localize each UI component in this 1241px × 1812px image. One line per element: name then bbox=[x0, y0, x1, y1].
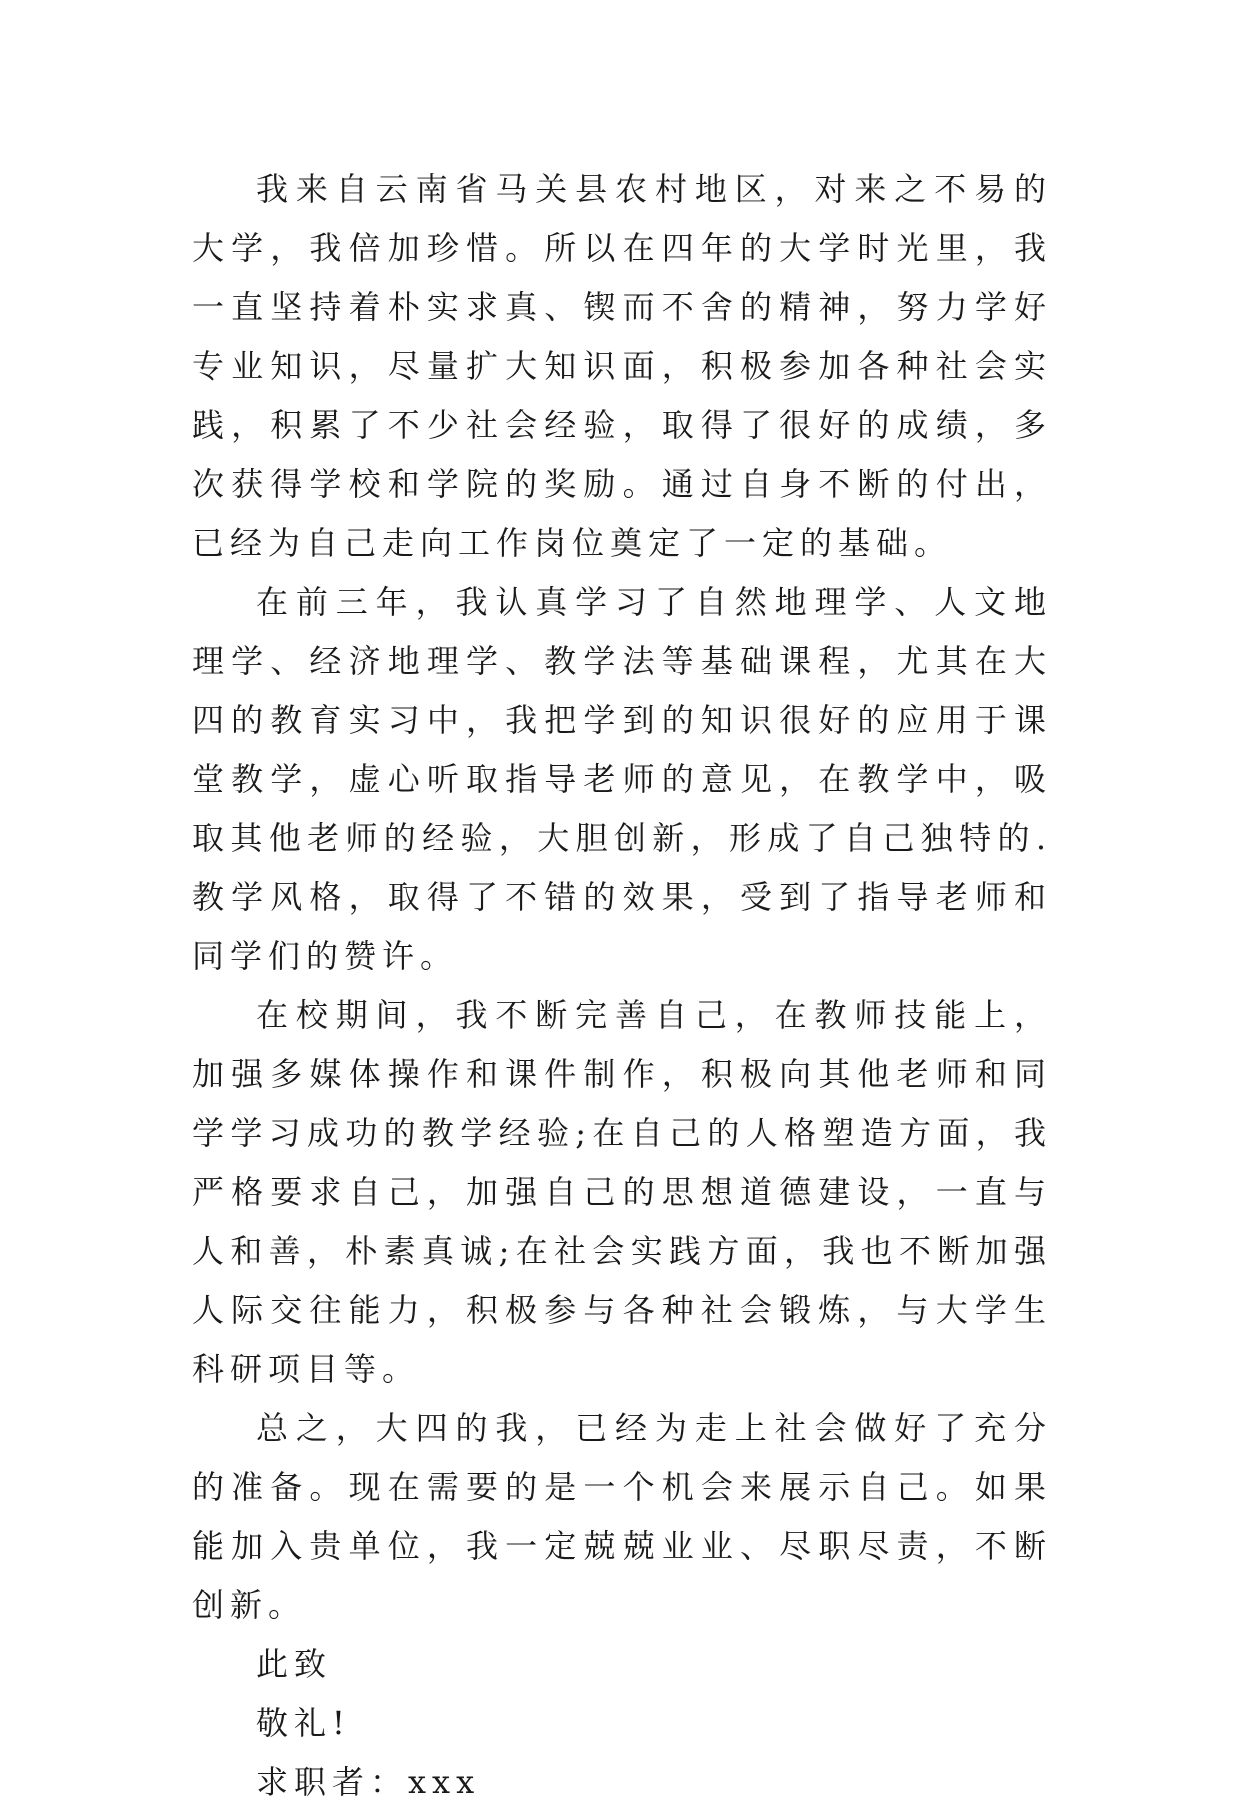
paragraph-background: 我来自云南省马关县农村地区，对来之不易的大学，我倍加珍惜。所以在四年的大学时光里，我一直坚持着朴实求真、锲而不舍的精神，努力学好专业知识，尽量扩大知识面，积极参加各种社会实践，积累了不少社会经验，取得了很好的成绩，多次获得学校和学院的奖励。通过自身不断的付出，已经为自己走向工作岗位奠定了一定的基础。 bbox=[192, 170, 1052, 562]
paragraph-conclusion: 总之，大四的我，已经为走上社会做好了充分的准备。现在需要的是一个机会来展示自己。如果能加入贵单位，我一定兢兢业业、尽职尽责，不断创新。 bbox=[192, 1409, 1052, 1624]
signature-line: 求职者：xxx bbox=[256, 1763, 481, 1801]
closing-regards: 敬礼! bbox=[256, 1704, 351, 1742]
closing-salutation: 此致 bbox=[256, 1645, 333, 1683]
letter-body bbox=[192, 160, 1052, 1812]
paragraph-coursework: 在前三年，我认真学习了自然地理学、人文地理学、经济地理学、教学法等基础课程，尤其在大四的教育实习中，我把学到的知识很好的应用于课堂教学，虚心听取指导老师的意见，在教学中，吸取其他老师的经验，大胆创新，形成了自己独特的.教学风格，取得了不错的效果，受到了指导老师和同学们的赞许。 bbox=[192, 583, 1052, 975]
paragraph-campus-life: 在校期间，我不断完善自己，在教师技能上，加强多媒体操作和课件制作，积极向其他老师和同学学习成功的教学经验;在自己的人格塑造方面，我严格要求自己，加强自己的思想道德建设，一直与人和善，朴素真诚;在社会实践方面，我也不断加强人际交往能力，积极参与各种社会锻炼，与大学生科研项目等。 bbox=[192, 996, 1052, 1388]
